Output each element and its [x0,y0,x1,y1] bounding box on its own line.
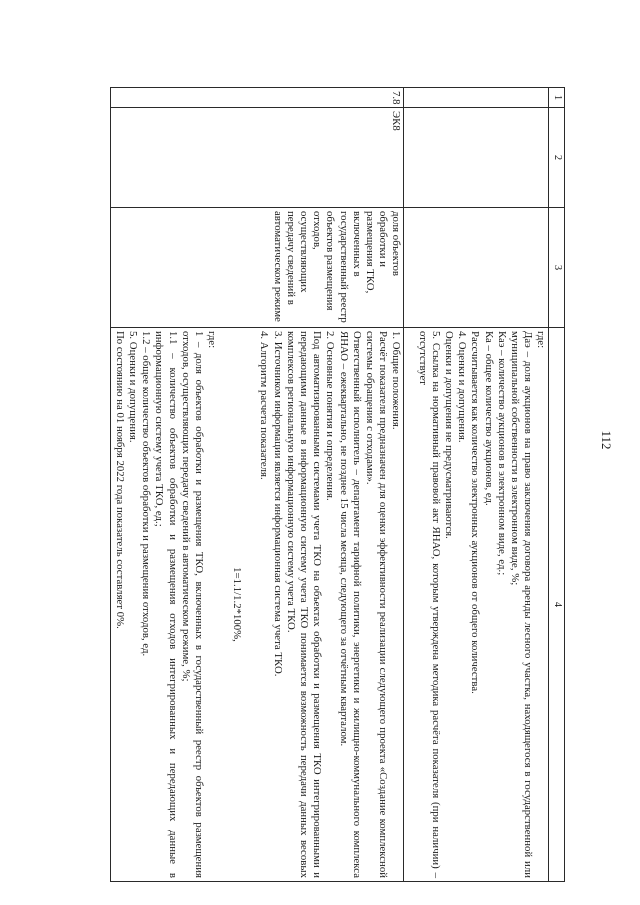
header-col-1: 1 [549,88,565,108]
after-formula-line: 1 – доля объектов обработки и размещения ТКО, включенных в государственный реестр объектов размещения отходов, осуществляющих передачу сведений в автоматическом режиме, %; [179,331,205,878]
description-line: Под автоматизированными системами учета ТКО на объектах обработки и размещения ТКО интегрированными и передающими данные в информационную систему учета ТКО понимается возможность передачи данных весовых комплексов региональную информационную систему учета ТКО. [284,331,324,878]
cont-cell-2 [404,108,549,208]
row-number: 7.8 [111,88,404,108]
formula: 1=1.1/1.2*100%, [231,567,244,642]
cont-line: где: [535,331,548,349]
cont-line: Ка – общее количество аукционов, ед. [482,331,495,506]
after-formula-line: 1.1 – количество объектов обработки и размещения отходов интегрированных и передающих данные в информационную систему учета ТКО, ед.; [153,331,179,878]
row-description [111,328,404,882]
cont-cell-3 [404,208,549,328]
cont-line: 4. Оценки и допущения. [456,331,469,443]
table-header-row [549,88,565,882]
cont-line: 5. Ссылка на нормативный правовой акт ЯНАО, которым утверждена методика расчёта показателя (при наличии) – отсутствует [416,331,442,878]
indicator-table [110,87,565,882]
cont-line: Рассчитывается как количество электронных аукционов от общего количества. [469,331,482,694]
description-line: 3. Источником информации является информационная система учета ТКО. [271,331,284,677]
cont-line: Каэ – количество аукционов в электронном виде, ед.; [495,331,508,576]
after-formula-line: 1.2 – общее количество объектов обработки и размещения отходов, ед. [140,331,153,657]
cont-cell-description [404,328,549,882]
rotated-table-sheet [110,87,565,882]
description-line: 1. Общие положения. [390,331,403,430]
cont-cell-1 [404,88,549,108]
description-line: 4. Алгоритм расчета показателя. [258,331,271,480]
row-code: ЭК8 [111,108,404,208]
cont-line: Даэ – доля аукционов на право заключения договора аренды лесного участка, находящегося в государственной или муниципальной собственности в электронном виде, %; [508,331,535,878]
description-line: 2. Основные понятия и определения. [324,331,337,501]
row-indicator-name: доля объектов обработки и размещения ТКО, включенных в государственный реестр объектов размещения отходов, осуществляющих передачу сведений в автоматическом режиме [111,208,404,328]
cont-line: Оценки и допущения не предусматриваются. [443,331,455,539]
page-number: 112 [599,430,614,450]
after-formula-line: 5. Оценки и допущения. [127,331,140,443]
header-col-2: 2 [549,108,565,208]
indicator-row-7-8 [111,88,404,882]
continuation-row [404,88,549,882]
header-col-4: 4 [549,328,565,882]
after-formula-line: По состоянию на 01 ноября 2022 года показатель составляет 0%. [113,331,126,629]
description-line: Расчёт показателя предназначен для оценки эффективности реализации следующего проекта «Создание комплексной системы обращения с отходами». [363,331,390,878]
after-formula-line: где: [206,331,219,349]
header-col-3: 3 [549,208,565,328]
description-line: Ответственный исполнитель – департамент тарифной политики, энергетики и жилищно-коммунального комплекса ЯНАО – ежеквартально, не позднее 15 числа месяца, следующего за отчётным кварталом. [337,331,363,878]
